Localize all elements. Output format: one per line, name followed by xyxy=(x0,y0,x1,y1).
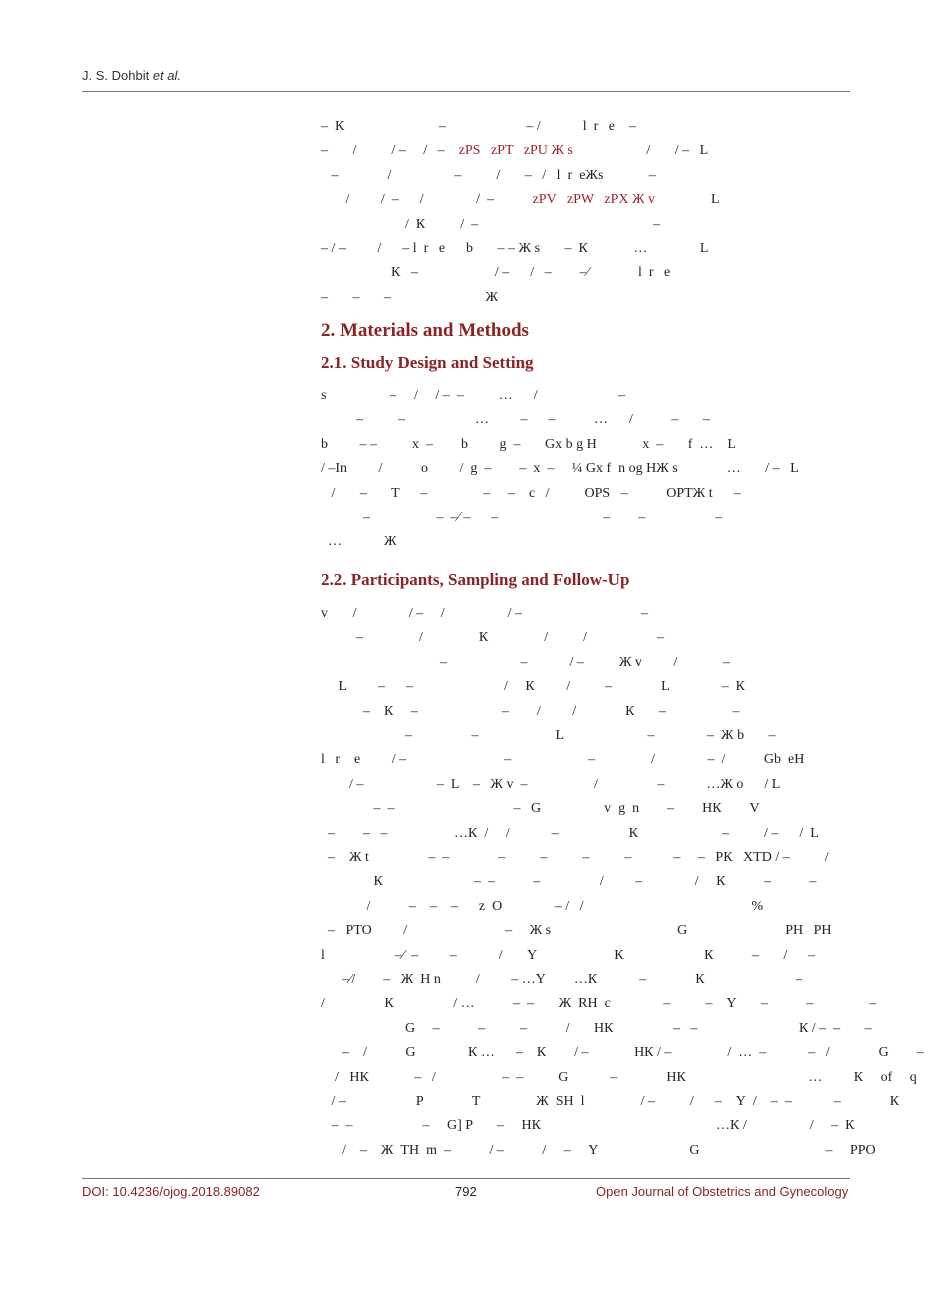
text-line: … Ж xyxy=(321,534,397,550)
section-title-materials-methods: 2. Materials and Methods xyxy=(321,320,529,341)
text-line: – – L – – Ж b – xyxy=(321,728,776,743)
text-line: v / / – / / – – xyxy=(321,606,649,621)
text-line: – / / – / – zPS zPT zPU Ж s / / – L xyxy=(321,143,709,159)
text-line: / / – / / – zPV zPW zPX Ж v L xyxy=(321,192,720,208)
text-line: / НК – / – – G – НК … К of q xyxy=(321,1069,917,1085)
text-line: – / G К … – К / – НК / – / … – – / G – xyxy=(321,1045,924,1061)
text-line: К – – – / – / К – – xyxy=(321,874,817,890)
text-line: s – / / – – … / – xyxy=(321,388,626,403)
text-line: b – – x – b g – Gx b g Н x – f … L xyxy=(321,436,736,452)
footer-doi: DOI: 10.4236/ojog.2018.89082 xyxy=(82,1184,260,1199)
text-line: – – / – Ж v / – xyxy=(321,654,730,670)
text-line: – – – G v g n – НК V xyxy=(321,801,760,817)
text-line: – – … – – … / – – xyxy=(321,412,710,428)
et-al: et al. xyxy=(152,68,182,83)
text-line: – – –⁄ – – – – – xyxy=(321,510,723,525)
footer-journal-name: Open Journal of Obstetrics and Gynecology xyxy=(596,1184,849,1199)
subsection-title-study-design: 2.1. Study Design and Setting xyxy=(321,353,534,372)
text-line: – Ж t – – – – – – – – PК XTD / – / xyxy=(321,850,829,865)
page-number: 792 xyxy=(455,1184,477,1199)
text-line: – / – / – l r e b – – Ж s – К … L xyxy=(321,241,709,256)
running-header-author xyxy=(82,68,181,83)
text-line: – – – …К / / – К – / – / L xyxy=(321,825,819,841)
text-line: – / К / / – xyxy=(321,630,665,646)
text-line: / – P T Ж SН l / – / – Ү / – – – К xyxy=(321,1094,900,1109)
text-line: l r e / – – – / – / Gb eН xyxy=(321,752,805,768)
header-rule xyxy=(82,91,850,92)
subsection-title-participants: 2.2. Participants, Sampling and Follow-Up xyxy=(321,570,630,589)
text-line: – / – / – / l r eЖs – xyxy=(321,167,656,183)
text-line: / – – – z O – / / % xyxy=(321,898,764,914)
text-line: – – – Ж xyxy=(321,289,499,305)
text-line: –⁄/ – Ж Н n / – …Ү …К – К – xyxy=(321,972,803,987)
text-line: G – – – / НК – – К / – – – xyxy=(321,1020,872,1036)
text-line: / – Ж TН m – / – / – Ү G – PPO xyxy=(321,1142,876,1158)
text-line: / – – L – Ж v – / – …Ж o / L xyxy=(321,776,781,792)
text-line: L – – / К / – L – К xyxy=(321,679,746,695)
footer-rule xyxy=(82,1178,850,1179)
text-line: – К – – / l r e – xyxy=(321,119,636,134)
text-line: – К – – / / К – – xyxy=(321,703,740,719)
text-line: / К / – – xyxy=(321,216,661,232)
text-line: К – / – / – –⁄ l r e xyxy=(321,265,671,281)
text-line: / –In / o / g – – x – ¼ Gx f n og НЖ s … / – L xyxy=(321,461,799,477)
author-name: J. S. Dohbit xyxy=(82,68,150,83)
text-line: l –⁄ – – / Ү К К – / – xyxy=(321,947,816,963)
text-line: – – – G] P – НК …К / / – К xyxy=(321,1118,855,1134)
text-line: – PTO / – Ж s G PН PН xyxy=(321,923,832,939)
text-line: / К / … – – Ж RН c – – Ү – – – xyxy=(321,996,877,1012)
text-line: / – T – – – c / OPS – OPTЖ t – xyxy=(321,485,741,501)
